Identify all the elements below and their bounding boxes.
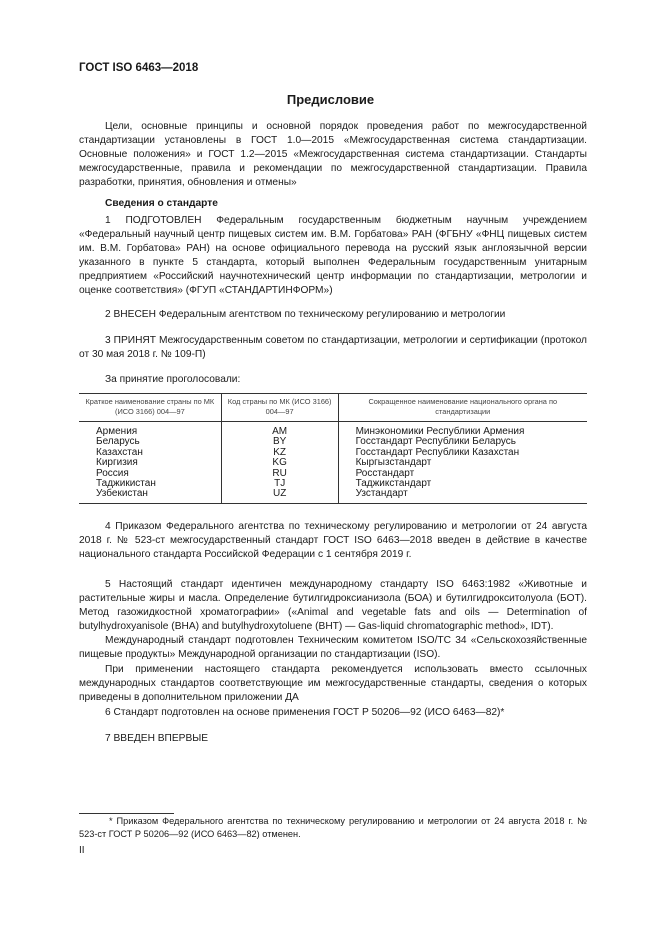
- code-cell: KG: [221, 458, 338, 468]
- organ-cell: Госстандарт Республики Беларусь: [338, 437, 587, 447]
- code-cell: TJ: [221, 479, 338, 489]
- country-cell: Узбекистан: [79, 489, 221, 503]
- about-heading: Сведения о стандарте: [105, 198, 218, 209]
- table-header-row: [79, 394, 587, 422]
- code-cell: KZ: [221, 448, 338, 458]
- page-title: Предисловие: [286, 92, 375, 107]
- col-code-header: Код страны по МК (ИСО 3166) 004—97: [221, 394, 338, 422]
- country-cell: Россия: [96, 467, 129, 479]
- country-cell: Казахстан: [96, 446, 143, 458]
- table-row: [79, 489, 587, 503]
- intro-text: Цели, основные принципы и основной порядок проведения работ по межгосударственной стандартизации установлены в ГОСТ 1.0—2015 «Межгосударственная система стандартизации. Основные положения» и ГОСТ 1.2—2015 «Межгосударственная система стандартизации. Стандарты межгосударственные, правила и рекомендации по межгосударственной стандартизации. Правила разработки, принятия, обновления и отмены»: [79, 121, 587, 189]
- organ-cell: Госстандарт Республики Казахстан: [338, 448, 587, 458]
- col-country-header: Краткое наименование страны по МК (ИСО 3166) 004—97: [79, 394, 221, 422]
- item-5: [79, 578, 587, 705]
- item-2: 2 ВНЕСЕН Федеральным агентством по техническому регулированию и метрологии: [105, 309, 506, 320]
- table-row: [79, 448, 587, 458]
- voted-label: За принятие проголосовали:: [105, 374, 241, 385]
- item-4-text: 4 Приказом Федерального агентства по техническому регулированию и метрологии от 24 августа 2018 г. № 523-ст межгосударственный стандарт ГОСТ ISO 6463—2018 введен в действие в качестве национального стандарта Российской Федерации с 1 сентября 2019 г.: [79, 521, 587, 561]
- footnote-text: * Приказом Федерального агентства по техническому регулированию и метрологии от 24 августа 2018 г. № 523-ст ГОСТ Р 50206—92 (ИСО 6463—82) отменен.: [79, 816, 587, 839]
- item-5-committee-text: Международный стандарт подготовлен Техническим комитетом ISO/TC 34 «Сельскохозяйственные пищевые продукты» Международной организации по стандартизации (ISO).: [79, 635, 587, 661]
- footnote: [79, 815, 587, 841]
- item-7: 7 ВВЕДЕН ВПЕРВЫЕ: [105, 733, 209, 744]
- item-4: [79, 520, 587, 562]
- document-header: ГОСТ ISO 6463—2018: [79, 62, 199, 74]
- item-6: 6 Стандарт подготовлен на основе применения ГОСТ Р 50206—92 (ИСО 6463—82)*: [105, 707, 505, 718]
- intro-paragraph: [79, 120, 587, 190]
- country-cell: Армения: [96, 426, 138, 437]
- organ-cell: Узстандарт: [338, 489, 587, 503]
- col-organ-header: Сокращенное наименование национального органа по стандартизации: [338, 394, 587, 422]
- country-cell: Беларусь: [96, 436, 140, 448]
- table-row: [79, 479, 587, 489]
- footnote-divider: [79, 813, 174, 814]
- organ-cell: Кыргызстандарт: [338, 458, 587, 468]
- item-5-text: 5 Настоящий стандарт идентичен международному стандарту ISO 6463:1982 «Животные и растительные жиры и масла. Определение бутилгидроксианизола (БОА) и бутилгидрокситолуола (БОТ). Метод газожидкостной хроматографии» («Animal and vegetable fats and oils — Determination of butylhydroxyanisole (BHA) and butylhydroxytoluene (BHT) — Gas-liquid chromatographic method», IDT).: [79, 579, 587, 633]
- item-3-text: 3 ПРИНЯТ Межгосударственным советом по стандартизации, метрологии и сертификации (протокол от 30 мая 2018 г. № 109-П): [79, 335, 587, 361]
- voting-table: [79, 393, 587, 504]
- organ-cell: Росстандарт: [338, 469, 587, 479]
- code-cell: BY: [221, 437, 338, 447]
- table-row: [79, 458, 587, 468]
- organ-cell: Минэкономики Республики Армения: [338, 422, 587, 438]
- item-3: [79, 334, 587, 362]
- item-5-application-text: При применении настоящего стандарта рекомендуется использовать вместо ссылочных международных стандартов соответствующие им межгосударственные стандарты, сведения о которых приведены в дополнительном приложении ДА: [79, 663, 587, 703]
- page-number: II: [79, 845, 85, 856]
- code-cell: AM: [221, 422, 338, 438]
- item-1-text: 1 ПОДГОТОВЛЕН Федеральным государственным бюджетным научным учреждением «Федеральный научный центр пищевых систем им. В.М. Горбатова» РАН (ФГБНУ «ФНЦ пищевых систем им. В.М. Горбатова» РАН) на основе официального перевода на русский язык англоязычной версии указанного в пункте 5 стандарта, который выполнен Федеральным государственным унитарным предприятием «Российский научнотехнический центр информации по стандартизации, метрологии и оценке соответствия» (ФГУП «СТАНДАРТИНФОРМ»): [79, 215, 587, 297]
- organ-cell: Таджикстандарт: [338, 479, 587, 489]
- code-cell: RU: [221, 469, 338, 479]
- code-cell: UZ: [221, 489, 338, 503]
- country-cell: Таджикистан: [96, 478, 156, 490]
- country-cell: Киргизия: [96, 457, 138, 469]
- item-1: [79, 214, 587, 299]
